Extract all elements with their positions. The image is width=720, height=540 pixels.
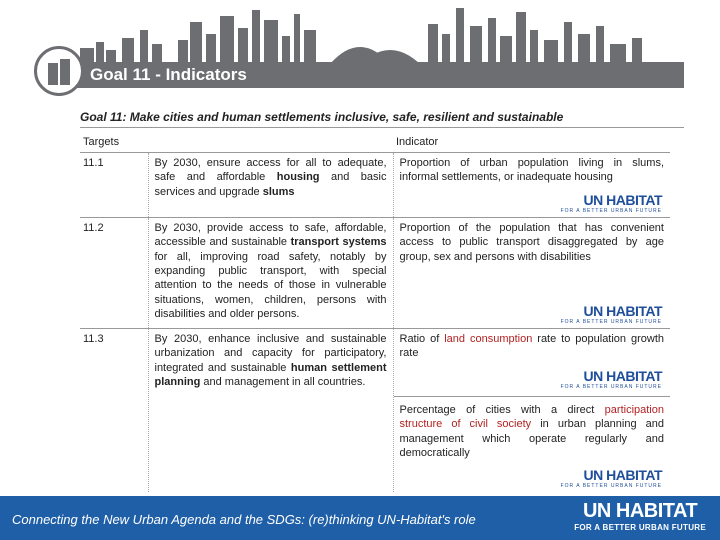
table-row bbox=[80, 153, 670, 218]
target-text: By 2030, enhance inclusive and sustainable urbanization and capacity for participatory, integrated and sustainable human settlement planning and management in all countries. bbox=[148, 329, 393, 493]
target-text: By 2030, ensure access for all to adequate, safe and affordable housing and basic services and upgrade slums bbox=[148, 153, 393, 218]
target-number: 11.3 bbox=[83, 333, 104, 346]
target-number: 11.1 bbox=[80, 153, 148, 218]
building-icon bbox=[34, 46, 84, 96]
footer-text: Connecting the New Urban Agenda and the SDGs: (re)thinking UN-Habitat's role bbox=[12, 512, 476, 527]
title-bar bbox=[70, 62, 684, 88]
page-title: Goal 11 - Indicators bbox=[90, 65, 247, 84]
target-text: By 2030, provide access to safe, affordable, accessible and sustainable transport systems for all, improving road safety, notably by expanding public transport, with special attention to the needs of those in vulnerable situations, women, children, persons with disabilities and older persons. bbox=[148, 217, 393, 328]
footer-bar bbox=[0, 496, 720, 540]
target-number: 11.2 bbox=[80, 217, 148, 328]
indicator-header: Indicator bbox=[393, 134, 670, 153]
indicator-text: Ratio of land consumption rate to population growth rate UN HABITAT FOR A BETTER URBAN FUTURE Percentage of cities with a direct participation structure of civil society in urban planning and management which operate regularly and democratically UN HABITAT FOR A BETTER URBAN FUTURE bbox=[393, 329, 670, 493]
indicator-text: Proportion of the population that has convenient access to public transport disaggregated by age group, sex and persons with disabilities UN HABITAT FOR A BETTER URBAN FUTURE bbox=[393, 217, 670, 328]
table-row bbox=[80, 217, 670, 328]
table-row bbox=[80, 329, 670, 493]
indicator-secondary: Percentage of cities with a direct participation structure of civil society in urban planning and management which operate regularly and democratically UN HABITAT FOR A BETTER URBAN FUTURE bbox=[394, 396, 671, 490]
targets-header: Targets bbox=[80, 134, 393, 153]
indicator-text: Proportion of urban population living in slums, informal settlements, or inadequate housing UN HABITAT FOR A BETTER URBAN FUTURE bbox=[393, 153, 670, 218]
indicators-table bbox=[80, 134, 670, 492]
un-habitat-logo: UN HABITAT FOR A BETTER URBAN FUTURE bbox=[560, 303, 662, 326]
city-skyline-icon bbox=[60, 0, 660, 64]
footer-un-habitat-logo: UN HABITAT FOR A BETTER URBAN FUTURE bbox=[574, 500, 706, 532]
un-habitat-logo: UN HABITAT FOR A BETTER URBAN FUTURE bbox=[560, 467, 662, 490]
un-habitat-logo: UN HABITAT FOR A BETTER URBAN FUTURE bbox=[560, 367, 662, 390]
un-habitat-logo: UN HABITAT FOR A BETTER URBAN FUTURE bbox=[560, 191, 662, 214]
goal-subtitle: Goal 11: Make cities and human settlements inclusive, safe, resilient and sustainable bbox=[80, 110, 684, 128]
